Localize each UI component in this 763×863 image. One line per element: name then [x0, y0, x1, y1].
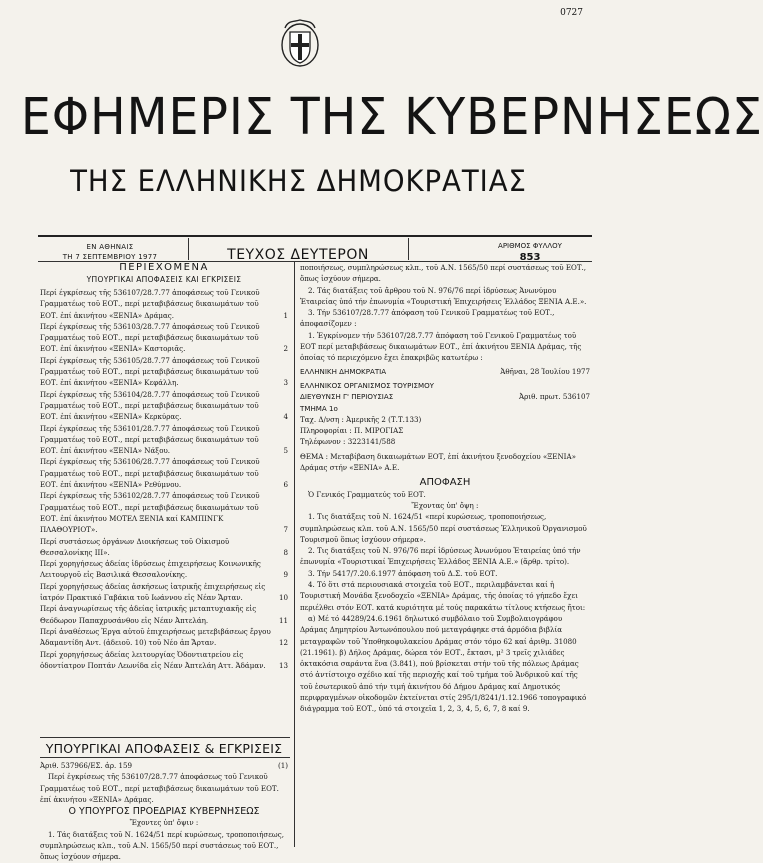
- toc-item-text: Περί ἀναθέσεως Ἐργα αὐτοῦ ἐπιχειρήσεως μετεβιβάσεως ἔργου Ἀδαμαντίδη Αντ. (ἀδειοῦ. 10) τοῦ Νέο ἀπ Ἄρταν.: [40, 626, 271, 648]
- clause: α) Μέ τό 44289/24.6.1961 δηλωτικό συμβόλαιο τοῦ Συμβολαιογράφου Δράμας Δημητρίου Ἀντωνόπουλου πού μεταγράφηκε στά ἀρμόδια βιβλία μεταγραφῶν τοῦ Ὑποθηκοφυλακείου Δράμας στόν τόμο 62 καί ἀριθμ. 31080 (21.1961). β) Δήλος Δράμας, δώρεα τόν ΕΟΤ., ἔκτασι, μ² 3 τρεῖς χιλιάδες ὀκτακόσια σαράντα ἕνα (3.841), πού βρίσκεται στήν τοῦ τῆς πόλεως Δράμας στό ἀντίστοιχο σχέδιο καί τῆς περιοχῆς καί τοῦ τμήμα τοῦ Ἀνδρικοῦ καί τῆς τοῦ ἐσωτερικοῦ ἀπό τήν τιμή ἀκινήτου δό Δήμου Δράμας καί Δημοτικός περιφραγμένων οἰκοδομῶν ἐκτείνεται στίς 295/1/8241/1.12.1966 τοπογραφικό διάγραμμα τοῦ ΕΟΤ., ὑπό τά στοιχεῖα 1, 2, 3, 4, 5, 6, 7, 8 καί 9.: [300, 613, 587, 714]
- section-body: [40, 760, 288, 863]
- state-name: ΕΛΛΗΝΙΚΗ ΔΗΜΟΚΡΑΤΙΑ: [300, 366, 387, 376]
- state-line: [300, 366, 590, 377]
- toc-item-page: 7: [283, 525, 288, 535]
- paragraph: 3. Τήν 536107/28.7.77 ἀπόφαση τοῦ Γενικοῦ Γραμματέως τοῦ ΕΟΤ., ἀποφασίζομεν :: [300, 308, 555, 329]
- issue-place-date: [50, 242, 170, 262]
- org-protocol: Ἀριθ. πρωτ. 536107: [519, 392, 590, 402]
- header-divider-left: [188, 238, 189, 260]
- toc-item-page: 3: [283, 378, 288, 388]
- toc-item-page: 4: [283, 412, 288, 422]
- decision-ref: Ἀριθ. 537966/ΕΣ. ἀρ. 159: [40, 761, 133, 770]
- toc-item-page: 6: [283, 480, 288, 490]
- toc-item[interactable]: [40, 558, 288, 581]
- issue-date: ΤΗ 7 ΣΕΠΤΕΜΒΡΙΟΥ 1977: [62, 253, 158, 261]
- toc-item-text: Περί έγκρίσεως τῆς 536102/28.7.77 ἀποφάσεως τοῦ Γενικοῦ Γραμματέως τοῦ ΕΟΤ., περί μεταβιβάσεως δικαιωμάτων τοῦ ΕΟΤ. ἐπί ἀκινήτου ΜΟΤΕΛ ΞΕΝΙΑ καί ΚΑΜΠΙΝΓΚ ΠΛΑΘΟΥΡΙΟΤ».: [40, 491, 260, 535]
- minister-heading: Ο ΥΠΟΥΡΓΟΣ ΠΡΟΕΔΡΙΑΣ ΚΥΒΕΡΝΗΣΕΩΣ: [68, 806, 260, 818]
- toc-title: ΠΕΡΙΕΧΟΜΕΝΑ: [119, 262, 209, 273]
- toc-item-page: 13: [278, 660, 288, 670]
- toc-item-text: Περί χορηγήσεως ἀδείας ἀσκήσεως ἰατρικῆς ἐπιχειρήσεως εἰς ἰατρόν Πρακτικό Γαβάκια τοῦ Ιωάννου εἰς Νέαν Ἄρταν.: [40, 581, 266, 603]
- toc-item-text: Περί συστάσεως ὀργάνων Διοικήσεως τοῦ Οἰκισμοῦ Θεσσαλονίκης ΙΙΙ».: [40, 536, 230, 557]
- section-bottom-rule: [40, 757, 290, 758]
- decision-summary: Περί ἐγκρίσεως τῆς 536107/28.7.77 ἀποφάσεως τοῦ Γενικοῦ Γραμματέως τοῦ ΕΟΤ., περί μεταβιβάσεως δικαιωμάτων τοῦ ΕΟΤ. ἐπί ἀκινήτου «ΞΕΝΙΑ» Δράμας.: [40, 772, 279, 804]
- toc-item-text: Περί χορηγήσεως ἀδείας λειτουργίας Ὀδοντιατρείου εἰς ὀδοντίατρον Ποπτάν Λεωνίδα εἰς Νέαν Ἀπτελάη Αττ. Ἀδάμαν.: [40, 649, 266, 670]
- info-contact: Πληροφορίαι : Π. ΜΙΡΟΓΙΑΣ: [300, 426, 404, 436]
- secretary-general: Ὁ Γενικός Γραμματεύς τοῦ ΕΟΤ.: [308, 489, 426, 499]
- toc-subtitle: ΥΠΟΥΡΓΙΚΑΙ ΑΠΟΦΑΣΕΙΣ ΚΑΙ ΕΓΚΡΙΣΕΙΣ: [86, 275, 242, 284]
- subject-line: ΘΕΜΑ : Μεταβίβαση δικαιωμάτων ΕΟΤ, ἐπί ἀκινήτου ξενοδοχείου «ΞΕΝΙΑ» Δράμας στήν «ΞΕΝΙΑ» Α.Ε.: [300, 451, 576, 473]
- paragraph: 2. Τάς διατάξεις τοῦ ἄρθρου τοῦ Ν. 976/76 περί ἱδρύσεως Ἀνωνύμου Ἑταιρείας ὑπό τήν ἐπωνυμία «Τουριστική Ἐπιχειρήσεις Ἑλλάδος ΞΕΝΙΑ Α.Ε.».: [300, 285, 587, 306]
- toc-item[interactable]: [40, 581, 288, 604]
- org-department-line: [300, 391, 590, 402]
- sheet-label: ΑΡΙΘΜΟΣ ΦΥΛΛΟΥ: [498, 242, 562, 250]
- org-department: ΔΙΕΥΘΥΝΣΗ Γ' ΠΕΡΙΟΥΣΙΑΣ: [300, 392, 394, 402]
- toc-list: [40, 287, 288, 671]
- column-divider: [294, 262, 295, 847]
- toc-item[interactable]: [40, 355, 288, 389]
- decision-heading: ΑΠΟΦΑΣΗ: [419, 477, 471, 489]
- clause: 3. Τήν 5417/7.20.6.1977 ἀπόφαση τοῦ Δ.Σ. τοῦ ΕΟΤ.: [308, 568, 498, 578]
- toc-item-text: Περί έγκρίσεως τῆς 536101/28.7.77 ἀποφάσεως τοῦ Γενικοῦ Γραμματέως τοῦ ΕΟΤ., περί μεταβιβάσεως δικαιωμάτων τοῦ ΕΟΤ. ἐπί ἀκινήτου «ΞΕΝΙΑ» Νάξου.: [40, 423, 260, 456]
- clause: 2. Τις διατάξεις τοῦ Ν. 976/76 περί ἱδρύσεως Ἀνωνύμου Ἑταιρείας ὑπό τήν ἐπωνυμία «Τουριστικαί Ἐπιχειρήσεις Ἑλλάδος ΞΕΝΙΑ Α.Ε.» (ἄρθρ. τρίτο).: [300, 546, 581, 567]
- toc-item-text: Περί έγκρίσεως τῆς 536104/28.7.77 ἀποφάσεως τοῦ Γενικοῦ Γραμματέως τοῦ ΕΟΤ., περί μεταβιβάσεως δικαιωμάτων τοῦ ΕΟΤ. ἐπί ἀκινήτου «ΞΕΝΙΑ» Κερκύρας.: [40, 389, 260, 422]
- clause: 1. Τις διατάξεις τοῦ Ν. 1624/51 «περί κυρώσεως, τροποποιήσεως, συμπληρώσεως κλπ. τοῦ Α.Ν. 1565/50 περί συστάσεως Ἑλληνικοῦ Ὀργανισμοῦ Τουρισμοῦ ὅπως ἰσχύουν σήμερα».: [300, 512, 587, 544]
- toc-item-text: Περί ἀναγνωρίσεως τῆς ἀδείας ἰατρικῆς μεταπτυχιακῆς εἰς Θεόδωρον Παπαχρυσάνθου εἰς Νέαν Ἀπτελάη.: [40, 604, 257, 625]
- header-top-rule: [38, 235, 592, 237]
- decision-ref-number: (1): [277, 761, 288, 770]
- header-divider-right: [408, 238, 409, 260]
- toc-item[interactable]: [40, 423, 288, 457]
- paragraph: ποποιήσεως, συμπληρώσεως κλπ., τοῦ Α.Ν. 1565/50 περί συστάσεως τοῦ ΕΟΤ., ὅπως ἰσχύουν σήμερα.: [300, 263, 587, 284]
- org-name: ΕΛΛΗΝΙΚΟΣ ΟΡΓΑΝΙΣΜΟΣ ΤΟΥΡΙΣΜΟΥ: [300, 380, 435, 390]
- toc-item[interactable]: [40, 456, 288, 490]
- page-number: 0727: [560, 8, 583, 18]
- section-title: ΥΠΟΥΡΓΙΚΑΙ ΑΠΟΦΑΣΕΙΣ & ΕΓΚΡΙΣΕΙΣ: [45, 741, 283, 756]
- toc-item-page: 10: [278, 593, 288, 603]
- issue-place: ΕΝ ΑΘΗΝΑΙΣ: [86, 243, 134, 251]
- masthead-title: ΕΦΗΜΕΡΙΣ ΤΗΣ ΚΥΒΕΡΝΗΣΕΩΣ: [20, 88, 763, 147]
- toc-item[interactable]: [40, 389, 288, 423]
- masthead-subtitle: ΤΗΣ ΕΛΛΗΝΙΚΗΣ ΔΗΜΟΚΡΑΤΙΑΣ: [70, 164, 527, 198]
- issue-series: ΤΕΥΧΟΣ ΔΕΥΤΕΡΟΝ: [227, 247, 369, 263]
- toc-item-page: 12: [278, 638, 288, 648]
- clause-1: 1. Τάς διατάξεις τοῦ Ν. 1624/51 περί κυρώσεως, τροποποιήσεως, συμπληρώσεως κλπ., τοῦ Α.Ν. 1565/50 περί συστάσεως τοῦ ΕΟΤ., ὅπως ἰσχύουν σήμερα.: [40, 829, 284, 862]
- having-in-view: Ἔχοντες ὑπ' ὄψιν :: [129, 818, 199, 828]
- toc-item[interactable]: [40, 490, 288, 535]
- decision-ref-line: [40, 760, 288, 771]
- toc-item-text: Περί έγκρίσεως τῆς 536105/28.7.77 ἀποφάσεως τοῦ Γενικοῦ Γραμματέως τοῦ ΕΟΤ., περί μεταβιβάσεως δικαιωμάτων τοῦ ΕΟΤ. ἐπί ἀκινήτου «ΞΕΝΙΑ» Κεφάλλη.: [40, 355, 260, 388]
- sheet-number: 853: [519, 252, 541, 263]
- toc-item-text: Περί έγκρίσεως τῆς 536106/28.7.77 ἀποφάσεως τοῦ Γενικοῦ Γραμματέως τοῦ ΕΟΤ., περί μεταβιβάσεως δικαιωμάτων τοῦ ΕΟΤ. ἐπί ἀκινήτου «ΞΕΝΙΑ» Ρεθύμνου.: [40, 457, 260, 490]
- having-in-view: Ἔχοντας ὑπ' ὄψη :: [411, 500, 479, 510]
- toc-item-page: 9: [283, 570, 288, 580]
- toc-item-page: 2: [283, 344, 288, 354]
- toc-item[interactable]: [40, 603, 288, 626]
- right-column: [300, 262, 590, 715]
- toc-item-text: Περί χορηγήσεως ἀδείας ἱδρύσεως ἐπιχειρήσεως Κοινωνικῆς Λειτουργοῦ εἰς Βασιλικά Θεσσαλονίκης.: [40, 559, 261, 580]
- paragraph: 1. Ἐγκρίνομεν τήν 536107/28.7.77 ἀπόφαση τοῦ Γενικοῦ Γραμματέως τοῦ ΕΟΤ περί μεταβιβάσεως δικαιωμάτων ΕΟΤ., ἐπί ἀκινήτου ΞΕΝΙΑ Δράμας, τῆς ὁποίας τό περιεχόμενο ἔχει ἐπακριβῶς κατωτέρω :: [300, 330, 582, 363]
- org-section: ΤΜΗΜΑ 1ο: [300, 403, 338, 413]
- toc-item[interactable]: [40, 321, 288, 355]
- toc-item[interactable]: [40, 649, 288, 672]
- state-date: Ἀθῆναι, 28 Ἰουλίου 1977: [500, 366, 590, 376]
- telephone: Τηλέφωνον : 3223141/588: [300, 437, 396, 447]
- coat-of-arms-icon: [279, 18, 321, 68]
- toc-item-page: 5: [283, 446, 288, 456]
- section-top-rule: [40, 737, 290, 738]
- toc-item-page: 1: [283, 310, 288, 320]
- clause: 4. Τό ὅτι στά περιουσιακά στοιχεῖα τοῦ ΕΟΤ., περιλαμβάνεται καί ἡ Τουριστική Μονάδα ξενοδοχεῖο «ΞΕΝΙΑ» Δράμας, τῆς ὁποίας τό γήπεδο ἔχει περιέλθει στόν ΕΟΤ. κατά κυριότητα μέ τούς παρακάτω τίτλους κτήσεως ἤτοι:: [300, 580, 586, 612]
- toc-item-text: Περί έγκρίσεως τῆς 536103/28.7.77 ἀποφάσεως τοῦ Γενικοῦ Γραμματέως τοῦ ΕΟΤ., περί μεταβιβάσεως δικαιωμάτων τοῦ ΕΟΤ. ἐπί ἀκινήτου «ΞΕΝΙΑ» Καστοριᾶς.: [40, 321, 260, 354]
- postal-address: Ταχ. Δ/νση : Ἀμερικῆς 2 (Τ.Τ.133): [300, 414, 422, 424]
- toc-item-page: 11: [278, 615, 288, 625]
- toc-item[interactable]: [40, 287, 288, 321]
- toc-item[interactable]: [40, 626, 288, 649]
- toc-item[interactable]: [40, 536, 288, 559]
- toc-item-page: 8: [283, 547, 288, 557]
- toc-item-text: Περί έγκρίσεως τῆς 536107/28.7.77 ἀποφάσεως τοῦ Γενικοῦ Γραμματέως τοῦ ΕΟΤ., περί μεταβιβάσεως δικαιωμάτων τοῦ ΕΟΤ. ἐπί ἀκινήτου «ΞΕΝΙΑ» Δράμας.: [40, 288, 260, 320]
